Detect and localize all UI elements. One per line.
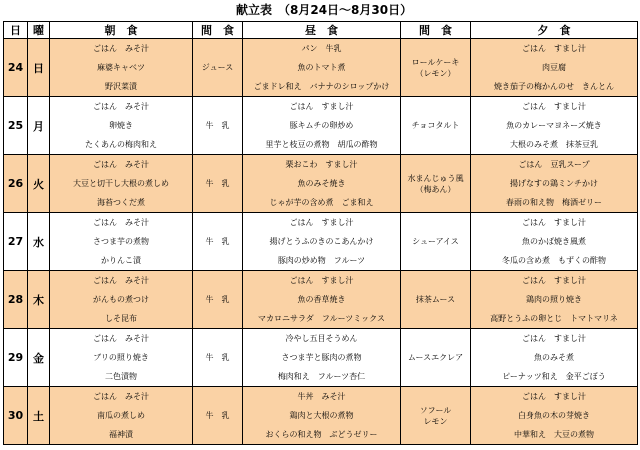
header-row [4, 22, 638, 39]
header-breakfast: 朝 食 [50, 22, 193, 39]
dinner-cell [471, 39, 638, 97]
menu-item: 野沢菜漬 [105, 82, 137, 91]
menu-item: ごはん すまし汁 [289, 102, 354, 111]
menu-item: （梅あん） [415, 184, 456, 194]
day-weekday: 日 [28, 39, 50, 97]
menu-item: 魚のみそ焼き [297, 179, 346, 188]
day-date: 24 [4, 39, 28, 97]
menu-item: ごはん すまし汁 [522, 44, 586, 53]
menu-item: 焼き茄子の梅かんのせ きんとん [494, 82, 614, 91]
menu-item: ごまドレ和え バナナのシロップかけ [253, 82, 390, 91]
day-weekday: 火 [28, 155, 50, 213]
menu-item: ごはん すまし汁 [522, 102, 586, 111]
menu-item: 牛 乳 [205, 179, 230, 188]
day-weekday: 金 [28, 329, 50, 387]
menu-item: 牛 乳 [205, 121, 230, 130]
menu-item: 魚のカレーマヨネーズ焼き [506, 121, 602, 130]
menu-item: 福神漬 [109, 430, 133, 439]
menu-item: ムースエクレア [407, 353, 464, 362]
menu-item: 牛 乳 [205, 411, 230, 420]
menu-item: じゃが芋の含め煮 ごま和え [269, 198, 374, 207]
menu-item: 魚のトマト煮 [297, 63, 346, 72]
breakfast-cell [50, 39, 193, 97]
snack-1-cell [193, 387, 243, 445]
menu-item: 冬瓜の含め煮 もずくの酢物 [502, 256, 606, 265]
breakfast-cell [50, 387, 193, 445]
snack-1-cell [193, 271, 243, 329]
snack-1-cell [193, 97, 243, 155]
menu-item: ごはん みそ汁 [93, 276, 149, 285]
snack-1-cell [193, 213, 243, 271]
day-date: 27 [4, 213, 28, 271]
menu-item: 里芋と枝豆の煮物 胡瓜の酢物 [265, 140, 378, 149]
day-row [4, 39, 638, 97]
menu-item: ごはん すまし汁 [289, 276, 354, 285]
menu-item: 麻婆キャベツ [97, 63, 145, 72]
header-date: 日 [4, 22, 28, 39]
lunch-cell [243, 329, 401, 387]
menu-item: 魚のかば焼き風煮 [522, 237, 586, 246]
menu-item: ジュース [201, 63, 234, 72]
menu-item: 南瓜の煮しめ [97, 411, 145, 420]
menu-item: 春雨の和え物 梅酒ゼリー [506, 198, 602, 207]
menu-item: ごはん 豆乳スープ [518, 160, 590, 169]
dinner-cell [471, 155, 638, 213]
menu-item: さつま芋と豚肉の煮物 [281, 353, 362, 362]
menu-item: ごはん みそ汁 [93, 218, 149, 227]
menu-item: パン 牛乳 [301, 44, 342, 53]
day-row [4, 213, 638, 271]
snack-2-cell [401, 155, 471, 213]
lunch-cell [243, 387, 401, 445]
menu-item: ピーナッツ和え 金平ごぼう [502, 372, 606, 381]
menu-item: 牛 乳 [205, 353, 230, 362]
snack-1-cell [193, 155, 243, 213]
day-date: 25 [4, 97, 28, 155]
menu-item: 中華和え 大豆の煮物 [514, 430, 594, 439]
snack-2-cell [401, 97, 471, 155]
menu-item: ソフール [419, 405, 452, 415]
menu-item: おくらの和え物 ぶどうゼリー [265, 430, 378, 439]
day-row [4, 271, 638, 329]
day-row [4, 329, 638, 387]
breakfast-cell [50, 155, 193, 213]
menu-item: がんもの煮つけ [93, 295, 149, 304]
menu-item: 抹茶ムース [415, 295, 456, 304]
snack-2-cell [401, 387, 471, 445]
menu-item: 豚肉の炒め物 フルーツ [277, 256, 366, 265]
menu-item: 肉豆腐 [542, 63, 566, 72]
menu-item: 牛 乳 [205, 237, 230, 246]
day-weekday: 水 [28, 213, 50, 271]
menu-item: 大豆と切干し大根の煮しめ [73, 179, 169, 188]
day-weekday: 木 [28, 271, 50, 329]
menu-item: レモン [423, 416, 448, 426]
day-row [4, 155, 638, 213]
menu-item: ごはん みそ汁 [93, 334, 149, 343]
menu-item: 揚げとうふのきのこあんかけ [269, 237, 374, 246]
menu-item: ごはん すまし汁 [289, 218, 354, 227]
lunch-cell [243, 213, 401, 271]
day-date: 29 [4, 329, 28, 387]
menu-item: ロールケーキ [411, 57, 460, 67]
lunch-cell [243, 155, 401, 213]
menu-item: しそ昆布 [105, 314, 137, 323]
header-dinner: 夕 食 [471, 22, 638, 39]
menu-item: シューアイス [412, 237, 459, 246]
menu-item: ごはん すまし汁 [522, 218, 586, 227]
menu-item: 水まんじゅう風 [407, 173, 464, 183]
dinner-cell [471, 97, 638, 155]
menu-item: 大根のみそ煮 抹茶豆乳 [510, 140, 598, 149]
menu-item: 海苔つくだ煮 [97, 198, 145, 207]
menu-item: 二色漬物 [105, 372, 137, 381]
menu-item: たくあんの梅肉和え [85, 140, 157, 149]
day-row [4, 387, 638, 445]
menu-item: ブリの照り焼き [93, 353, 149, 362]
snack-1-cell [193, 329, 243, 387]
menu-table [3, 21, 638, 445]
day-weekday: 月 [28, 97, 50, 155]
snack-1-cell [193, 39, 243, 97]
menu-item: マカロニサラダ フルーツミックス [257, 314, 386, 323]
dinner-cell [471, 213, 638, 271]
day-weekday: 土 [28, 387, 50, 445]
day-date: 28 [4, 271, 28, 329]
menu-item: ごはん みそ汁 [93, 392, 149, 401]
menu-item: 梅肉和え フルーツ杏仁 [277, 372, 366, 381]
menu-item: 白身魚の木の芽焼き [518, 411, 590, 420]
dinner-cell [471, 329, 638, 387]
header-snack-2: 間 食 [401, 22, 471, 39]
menu-item: （レモン） [415, 68, 456, 78]
breakfast-cell [50, 329, 193, 387]
page-title: 献立表 （8月24日～8月30日） [236, 3, 413, 17]
dinner-cell [471, 387, 638, 445]
menu-item: 牛丼 みそ汁 [297, 392, 346, 401]
snack-2-cell [401, 213, 471, 271]
snack-2-cell [401, 271, 471, 329]
menu-item: ごはん みそ汁 [93, 44, 149, 53]
menu-item: 揚げなすの鶏ミンチかけ [510, 179, 598, 188]
breakfast-cell [50, 271, 193, 329]
menu-item: 冷やし五目そうめん [285, 334, 358, 343]
menu-item: ごはん すまし汁 [522, 334, 586, 343]
day-date: 26 [4, 155, 28, 213]
menu-item: 豚キムチの卵炒め [289, 121, 354, 130]
menu-item: 鶏肉の照り焼き [526, 295, 582, 304]
breakfast-cell [50, 97, 193, 155]
menu-item: ごはん みそ汁 [93, 102, 149, 111]
day-date: 30 [4, 387, 28, 445]
menu-item: ごはん すまし汁 [522, 276, 586, 285]
day-row [4, 97, 638, 155]
menu-item: 卵焼き [109, 121, 133, 130]
lunch-cell [243, 97, 401, 155]
menu-item: 魚のみそ煮 [534, 353, 574, 362]
menu-item: 牛 乳 [205, 295, 230, 304]
menu-item: 魚の香草焼き [297, 295, 346, 304]
menu-item: かりんこ漬 [101, 256, 141, 265]
menu-item: 鶏肉と大根の煮物 [289, 411, 354, 420]
menu-item: チョコタルト [411, 121, 460, 130]
header-lunch: 昼 食 [243, 22, 401, 39]
menu-item: さつま芋の煮物 [93, 237, 149, 246]
header-snack-1: 間 食 [193, 22, 243, 39]
menu-item: 栗おこわ すまし汁 [285, 160, 358, 169]
snack-2-cell [401, 329, 471, 387]
header-weekday: 曜 [28, 22, 50, 39]
menu-item: 高野とうふの卵とじ トマトマリネ [490, 314, 618, 323]
breakfast-cell [50, 213, 193, 271]
lunch-cell [243, 271, 401, 329]
menu-item: ごはん みそ汁 [93, 160, 149, 169]
dinner-cell [471, 271, 638, 329]
menu-item: ごはん すまし汁 [522, 392, 586, 401]
snack-2-cell [401, 39, 471, 97]
lunch-cell [243, 39, 401, 97]
